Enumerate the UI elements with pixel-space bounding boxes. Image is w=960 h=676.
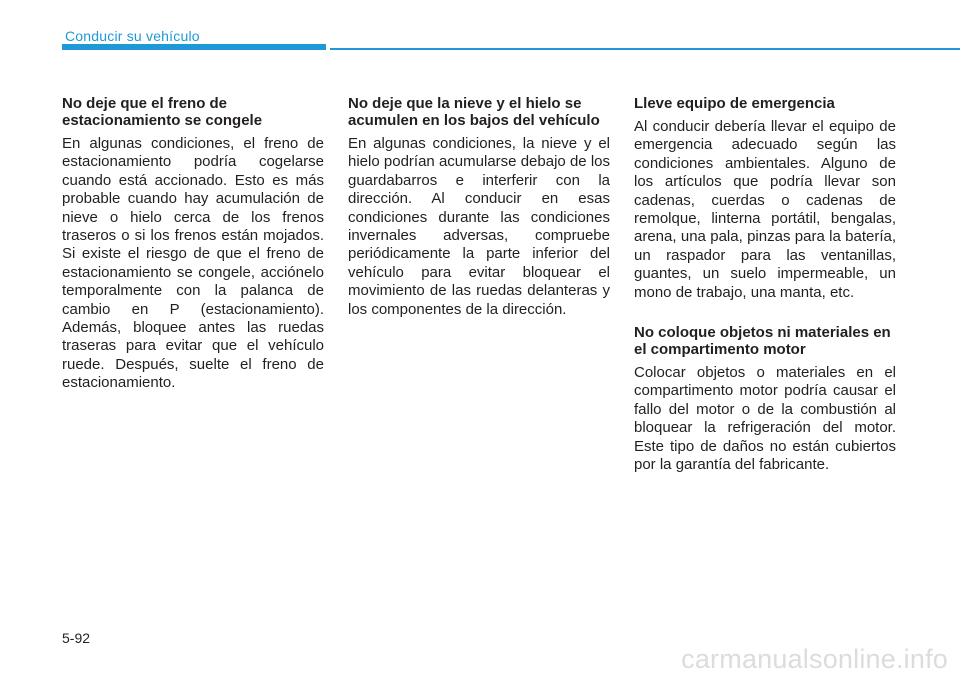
heading-emergency-equipment: Lleve equipo de emergencia [634,95,835,112]
column-parking-brake [62,95,324,393]
heading-snow-ice: No deje que la nieve y el hielo se acumulen en los bajos del vehículo [348,95,600,129]
heading-engine-compartment: No coloque objetos ni materiales en el compartimento motor [634,324,891,359]
page-number: 5-92 [62,630,91,646]
heading-parking-brake: No deje que el freno de estacionamiento se congele [62,95,263,129]
body-emergency-equipment: Al conducir debería llevar el equipo de emergencia adecuado según las condiciones ambientales. Alguno de los artículos que podría llevar son cadenas, cuerdas o cadenas de remolque, linterna portátil, bengalas, arena, una pala, pinzas para la batería, un raspador para las ventanillas, guantes, un suelo impermeable, un mono de trabajo, una manta, etc. [634,118,896,301]
body-snow-ice: En algunas condiciones, la nieve y el hielo podrían acumularse debajo de los guardabarros e interferir con la dirección. Al conducir en esas condiciones durante las condiciones invernales adversas, compruebe periódicamente la parte inferior del vehículo para evitar bloquear el movimiento de las ruedas delanteras y los componentes de la dirección. [348,135,610,318]
body-engine-compartment: Colocar objetos o materiales en el compartimento motor podría causar el fallo del motor o de la combustión al bloquear la refrigeración del motor. Este tipo de daños no están cubiertos por la garantía del fabricante. [634,364,896,474]
watermark: carmanualsonline.info [681,644,948,674]
column-emergency-engine [634,95,896,475]
column-snow-ice [348,95,610,319]
section-title: Conducir su vehículo [65,28,200,44]
header-rule-thick [62,44,326,50]
body-parking-brake: En algunas condiciones, el freno de estacionamiento podría cogelarse cuando está accionado. Esto es más probable cuando hay acumulación de nieve o hielo cerca de los frenos traseros o si los frenos están mojados. Si existe el riesgo de que el freno de estacionamiento se congele, acciónelo temporalmente con la palanca de cambio en P (estacionamiento). Además, bloquee antes las ruedas traseras para evitar que el vehículo ruede. Después, suelte el freno de estacionamiento. [62,135,324,392]
header-rule-thin [330,48,960,50]
